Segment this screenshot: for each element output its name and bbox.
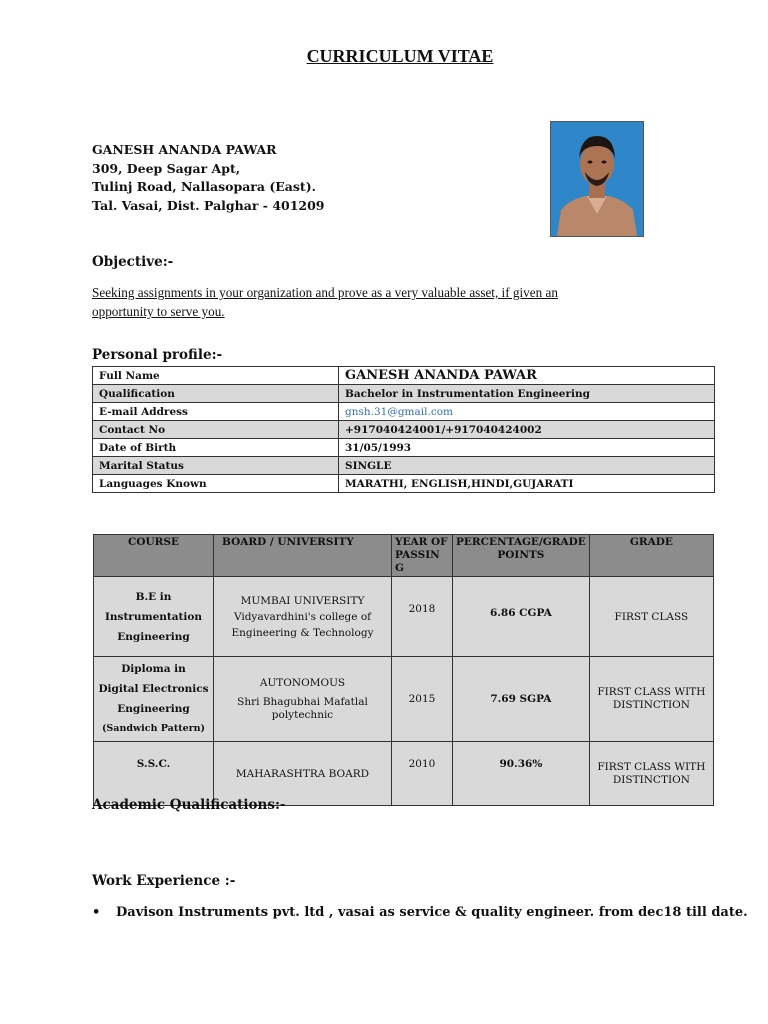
board-line: Vidyavardhini's college of (233, 610, 372, 623)
course-line: Instrumentation (104, 610, 203, 623)
course-line: (Sandwich Pattern) (101, 723, 206, 734)
academic-table (93, 534, 714, 806)
objective-line-2: opportunity to serve you. (92, 304, 225, 319)
course-cell: S.S.C. (94, 742, 214, 806)
board-line: AUTONOMOUS (259, 676, 346, 689)
board-line: MUMBAI UNIVERSITY (240, 594, 365, 607)
course-line: Engineering (117, 703, 190, 715)
table-row (94, 742, 714, 806)
languages-value: MARATHI, ENGLISH,HINDI,GUJARATI (339, 475, 715, 493)
full-name-label: Full Name (93, 367, 339, 385)
col-score-header (453, 535, 590, 577)
email-label: E-mail Address (93, 403, 339, 421)
dob-value: 31/05/1993 (339, 439, 715, 457)
course-cell (94, 657, 214, 742)
col-grade-header: GRADE (589, 535, 713, 577)
grade-line: DISTINCTION (612, 699, 690, 711)
year-header-line-2: PASSIN (395, 549, 440, 561)
year-header-line-1: YEAR OF (395, 536, 448, 548)
board-line: Engineering & Technology (231, 626, 374, 639)
document-title: CURRICULUM VITAE (306, 46, 494, 66)
personal-profile-table (92, 366, 715, 493)
personal-profile-heading: Personal profile:- (92, 347, 223, 363)
col-course-header: COURSE (94, 535, 214, 577)
grade-line: FIRST CLASS WITH (597, 760, 706, 773)
address-line-2: Tulinj Road, Nallasopara (East). (92, 179, 316, 194)
marital-value: SINGLE (339, 457, 715, 475)
languages-label: Languages Known (93, 475, 339, 493)
table-row (93, 403, 715, 421)
year-cell: 2010 (392, 742, 453, 806)
contact-block (92, 141, 325, 215)
bullet-icon: • (92, 905, 101, 920)
table-row (93, 439, 715, 457)
course-cell (94, 577, 214, 657)
score-cell: 90.36% (453, 742, 590, 806)
grade-line: DISTINCTION (612, 773, 690, 786)
dob-label: Date of Birth (93, 439, 339, 457)
score-header-line-1: PERCENTAGE/GRADE (456, 536, 586, 548)
table-row (93, 367, 715, 385)
table-row (93, 421, 715, 439)
table-row (93, 475, 715, 493)
company-name: Davison Instruments pvt. ltd (116, 905, 325, 920)
grade-line: FIRST CLASS WITH (597, 686, 706, 698)
candidate-name: GANESH ANANDA PAWAR (92, 142, 277, 157)
address-line-1: 309, Deep Sagar Apt, (92, 160, 241, 176)
board-cell (214, 657, 392, 742)
work-detail: , vasai as service & quality engineer. from dec18 till date. (324, 905, 748, 920)
work-experience-heading: Work Experience :- (92, 873, 236, 889)
course-line: Digital Electronics (98, 683, 209, 695)
table-row (94, 657, 714, 742)
address-line-3: Tal. Vasai, Dist. Palghar - 401209 (92, 197, 325, 213)
objective-heading: Objective:- (92, 254, 174, 270)
table-row (93, 385, 715, 403)
qualification-value: Bachelor in Instrumentation Engineering (339, 385, 715, 403)
col-board-header: BOARD / UNIVERSITY (214, 535, 392, 577)
work-item (92, 905, 748, 920)
score-cell: 6.86 CGPA (453, 577, 590, 657)
board-line: polytechnic (271, 708, 334, 721)
grade-cell (589, 742, 713, 806)
contact-label: Contact No (93, 421, 339, 439)
course-line: B.E in (135, 590, 172, 603)
table-row (93, 457, 715, 475)
email-link[interactable]: gnsh.31@gmail.com (345, 405, 453, 418)
objective-line-1: Seeking assignments in your organization and prove as a very valuable asset, if given an (92, 285, 558, 300)
board-cell: MAHARASHTRA BOARD (214, 742, 392, 806)
grade-cell (589, 657, 713, 742)
academic-qualifications-heading: Academic Qualifications:- (92, 797, 286, 813)
profile-photo (550, 121, 644, 237)
full-name-value: GANESH ANANDA PAWAR (339, 367, 715, 385)
score-header-line-2: POINTS (497, 549, 545, 561)
table-row (94, 577, 714, 657)
board-cell (214, 577, 392, 657)
table-header-row (94, 535, 714, 577)
course-line: Diploma in (121, 663, 186, 675)
year-cell: 2015 (392, 657, 453, 742)
grade-cell: FIRST CLASS (589, 577, 713, 657)
contact-value: +917040424001/+917040424002 (339, 421, 715, 439)
person-photo-icon (551, 122, 643, 236)
year-cell: 2018 (392, 577, 453, 657)
objective-text (92, 283, 692, 321)
course-line: Engineering (117, 630, 190, 643)
marital-label: Marital Status (93, 457, 339, 475)
qualification-label: Qualification (93, 385, 339, 403)
score-cell: 7.69 SGPA (453, 657, 590, 742)
col-year-header (392, 535, 453, 577)
board-line: Shri Bhagubhai Mafatlal (237, 695, 368, 708)
year-header-line-3: G (395, 562, 404, 574)
